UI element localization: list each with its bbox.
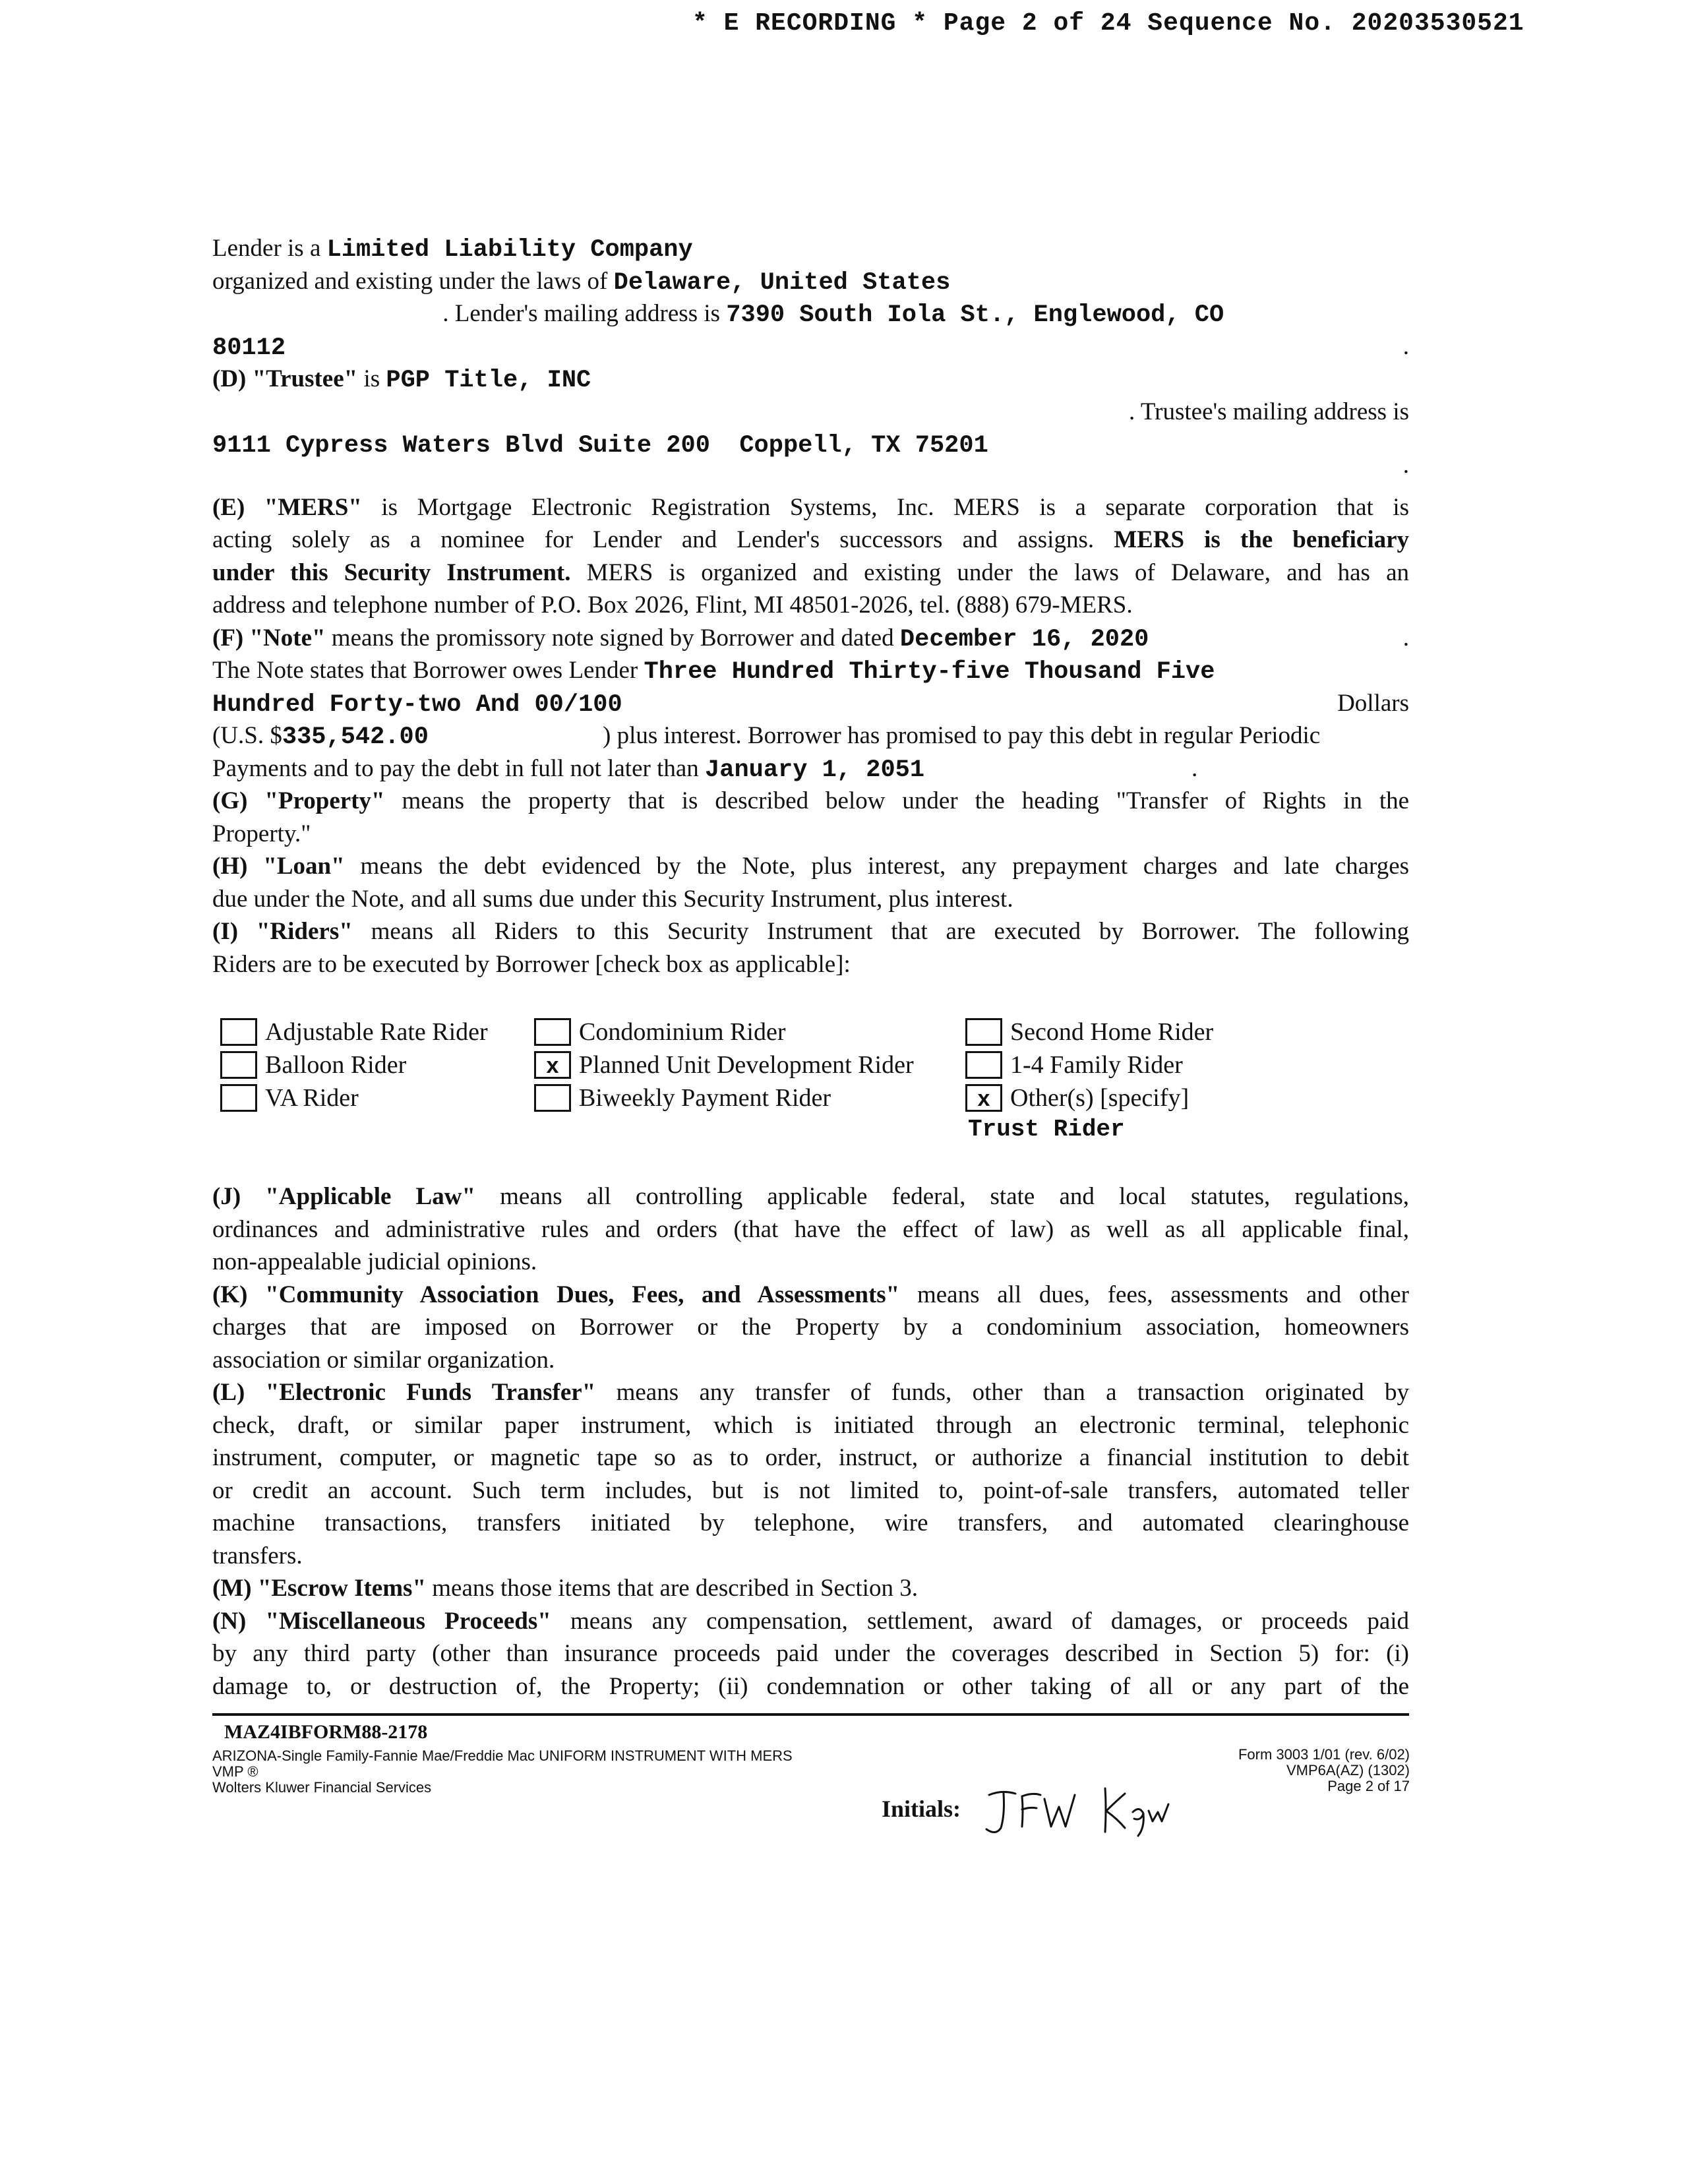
lender-address-line-2: 80112 (212, 334, 286, 362)
trustee-line-4 (212, 451, 1409, 491)
riders-label: (I) "Riders" (212, 918, 353, 945)
note-line-1-text: means the promissory note signed by Borrower and dated (331, 624, 894, 652)
rider-checklist (220, 1016, 1407, 1114)
applicable-law-line-1 (212, 1180, 1409, 1213)
lender-jurisdiction: Delaware, United States (613, 268, 951, 297)
lender-line-2 (212, 265, 1409, 298)
checkbox[interactable] (220, 1084, 257, 1112)
applicable-law-line-2-text: ordinances and administrative rules and orders (that have the effect of law) as well as all applicable final, (212, 1215, 1409, 1243)
loan-line-2 (212, 883, 1409, 916)
misc-line-2-text: by any third party (other than insurance proceeds paid under the coverages described in Section 5) for: (i) (212, 1640, 1409, 1667)
note-line-3 (212, 687, 1409, 720)
lender-line-1 (212, 232, 1409, 265)
escrow-line-1-text: means those items that are described in Section 3. (432, 1575, 918, 1602)
loan-line-1-text: means the debt evidenced by the Note, plus interest, any prepayment charges and late charges (360, 853, 1409, 880)
mers-line-2-bold: MERS is the beneficiary (1114, 526, 1409, 553)
mers-line-1-text: is Mortgage Electronic Registration Systems, Inc. MERS is a separate corporation that is (381, 493, 1409, 521)
rider-biweekly-payment[interactable] (534, 1081, 831, 1114)
mers-line-4 (212, 589, 1409, 622)
trustee-name: PGP Title, INC (386, 367, 591, 394)
trustee-line-2 (212, 396, 1409, 429)
checkbox[interactable] (534, 1084, 571, 1112)
note-line-4 (212, 719, 1409, 752)
rider-label: Second Home Rider (1010, 1018, 1214, 1046)
note-line-4-text: ) plus interest. Borrower has promised to pay this debt in regular Periodic (603, 722, 1321, 749)
note-label: (F) "Note" (212, 624, 326, 652)
escrow-line-1 (212, 1572, 1409, 1605)
mers-line-3-text: MERS is organized and existing under the laws of Delaware, and has an (586, 559, 1409, 586)
trustee-address: 9111 Cypress Waters Blvd Suite 200 Coppell, TX 75201 (212, 432, 988, 460)
note-line-2-text: The Note states that Borrower owes Lender (212, 657, 638, 684)
riders-line-1-text: means all Riders to this Security Instrument that are executed by Borrower. The following (371, 918, 1409, 945)
lender-mail-prefix: . Lender's mailing address is (442, 300, 721, 327)
lender-org-prefix: organized and existing under the laws of (212, 267, 608, 295)
rider-label: 1-4 Family Rider (1010, 1051, 1183, 1079)
rider-va[interactable] (220, 1081, 359, 1114)
footer-page-number: Page 2 of 17 (1327, 1778, 1410, 1794)
loan-line-1 (212, 850, 1409, 883)
mers-line-4-text: address and telephone number of P.O. Box 2026, Flint, MI 48501-2026, tel. (888) 679-MERS. (212, 592, 1133, 619)
other-rider-specified: Trust Rider (968, 1116, 1125, 1143)
checkbox[interactable] (534, 1018, 571, 1046)
property-line-2 (212, 818, 1409, 851)
eft-line-5 (212, 1507, 1409, 1540)
eft-line-3-text: instrument, computer, or magnetic tape so as to order, instruct, or authorize a financial institution to debit (212, 1444, 1409, 1471)
eft-label: (L) "Electronic Funds Transfer" (212, 1379, 596, 1406)
rider-1-4-family[interactable] (965, 1048, 1183, 1081)
checkbox[interactable] (220, 1018, 257, 1046)
lender-line-4 (212, 330, 1409, 363)
lender-prefix: Lender is a (212, 235, 321, 262)
eft-line-2-text: check, draft, or similar paper instrument, which is initiated through an electronic terminal, telephonic (212, 1411, 1409, 1439)
rider-adjustable-rate[interactable] (220, 1016, 488, 1048)
form-code: MAZ4IBFORM88-2178 (224, 1721, 428, 1743)
applicable-law-label: (J) "Applicable Law" (212, 1183, 475, 1210)
misc-line-1-text: means any compensation, settlement, award of damages, or proceeds paid (570, 1607, 1409, 1635)
trustee-mail-prefix: . Trustee's mailing address is (1129, 398, 1409, 425)
footer-vmp: VMP ® (212, 1763, 258, 1780)
community-line-3 (212, 1344, 1409, 1377)
community-line-1 (212, 1279, 1409, 1312)
eft-line-6-text: transfers. (212, 1542, 303, 1569)
rider-label: VA Rider (265, 1084, 359, 1112)
footer-rule (212, 1713, 1409, 1716)
note-line-1 (212, 622, 1409, 655)
applicable-law-line-3 (212, 1246, 1409, 1279)
community-line-2 (212, 1311, 1409, 1344)
trustee-line-3 (212, 428, 1409, 461)
mers-line-2 (212, 524, 1409, 557)
checkbox[interactable] (965, 1051, 1002, 1079)
riders-line-2-text: Riders are to be executed by Borrower [check box as applicable]: (212, 950, 851, 978)
note-period-2: . (1191, 754, 1198, 782)
eft-line-4-text: or credit an account. Such term includes, but is not limited to, point-of-sale transfers, automated teller (212, 1476, 1409, 1504)
misc-label: (N) "Miscellaneous Proceeds" (212, 1607, 551, 1635)
note-period: . (1402, 624, 1409, 652)
checkbox[interactable] (220, 1051, 257, 1079)
checkbox[interactable] (965, 1018, 1002, 1046)
misc-line-2 (212, 1637, 1409, 1670)
community-line-3-text: association or similar organization. (212, 1346, 555, 1374)
trustee-label: (D) "Trustee" (212, 365, 358, 392)
footer-form-number: Form 3003 1/01 (rev. 6/02) (1238, 1746, 1410, 1763)
eft-line-6 (212, 1540, 1409, 1573)
note-dollars: Dollars (1337, 689, 1409, 717)
riders-line-1 (212, 915, 1409, 948)
property-label: (G) "Property" (212, 787, 385, 814)
footer-form-title: ARIZONA-Single Family-Fannie Mae/Freddie Mac UNIFORM INSTRUMENT WITH MERS (212, 1747, 793, 1764)
note-line-5-text: Payments and to pay the debt in full not later than (212, 754, 699, 782)
rider-label: Balloon Rider (265, 1051, 407, 1079)
eft-line-4 (212, 1474, 1409, 1507)
eft-line-1-text: means any transfer of funds, other than a transaction originated by (616, 1379, 1409, 1406)
misc-line-3 (212, 1670, 1409, 1703)
eft-line-2 (212, 1409, 1409, 1442)
note-amount: 335,542.00 (282, 723, 429, 751)
trustee-is: is (363, 365, 380, 392)
mers-line-1 (212, 491, 1409, 524)
note-line-5 (212, 752, 1409, 785)
rider-planned-unit-development[interactable] (534, 1048, 914, 1081)
property-line-1 (212, 785, 1409, 818)
definitions-body-continued (212, 1180, 1409, 1703)
footer-publisher: Wolters Kluwer Financial Services (212, 1779, 432, 1796)
eft-line-1 (212, 1376, 1409, 1409)
note-amount-words-2: Hundred Forty-two And 00/100 (212, 690, 622, 719)
trustee-line-1 (212, 363, 1409, 396)
note-line-2 (212, 654, 1409, 687)
misc-line-1 (212, 1605, 1409, 1638)
rider-balloon[interactable] (220, 1048, 406, 1081)
trustee-period: . (1402, 451, 1409, 479)
note-maturity: January 1, 2051 (705, 756, 925, 784)
rider-others[interactable] (965, 1081, 1189, 1114)
eft-line-5-text: machine transactions, transfers initiated by telephone, wire transfers, and automated clearinghouse (212, 1509, 1409, 1536)
eft-line-3 (212, 1441, 1409, 1474)
lender-period: . (1402, 332, 1409, 360)
recording-header: * E RECORDING * Page 2 of 24 Sequence No. 20203530521 (692, 9, 1524, 38)
checkbox[interactable]: x (965, 1084, 1002, 1112)
definitions-body (212, 232, 1409, 981)
lender-line-3 (212, 297, 1409, 330)
mers-line-3 (212, 557, 1409, 590)
riders-line-2 (212, 948, 1409, 981)
initials-signature (976, 1775, 1174, 1841)
loan-label: (H) "Loan" (212, 853, 345, 880)
community-label: (K) "Community Association Dues, Fees, and Assessments" (212, 1281, 900, 1308)
rider-condominium[interactable] (534, 1016, 786, 1048)
mers-label: (E) "MERS" (212, 493, 362, 521)
rider-label: Biweekly Payment Rider (579, 1084, 831, 1112)
applicable-law-line-1-text: means all controlling applicable federal, state and local statutes, regulations, (500, 1183, 1409, 1210)
applicable-law-line-2 (212, 1213, 1409, 1246)
loan-line-2-text: due under the Note, and all sums due under this Security Instrument, plus interest. (212, 885, 1013, 913)
note-amount-words-1: Three Hundred Thirty-five Thousand Five (644, 658, 1215, 686)
community-line-2-text: charges that are imposed on Borrower or the Property by a condominium association, homeowners (212, 1314, 1409, 1341)
escrow-label: (M) "Escrow Items" (212, 1575, 426, 1602)
rider-label: Other(s) [specify] (1010, 1084, 1190, 1112)
mers-line-3-bold: under this Security Instrument. (212, 559, 571, 586)
property-line-2-text: Property." (212, 820, 311, 847)
applicable-law-line-3-text: non-appealable judicial opinions. (212, 1248, 537, 1275)
mers-line-2-text: acting solely as a nominee for Lender and Lender's successors and assigns. (212, 526, 1095, 553)
note-usd-prefix: (U.S. $ (212, 722, 282, 749)
initials-label: Initials: (882, 1796, 961, 1822)
lender-address-line-1: 7390 South Iola St., Englewood, CO (726, 301, 1224, 329)
lender-entity-type: Limited Liability Company (326, 236, 693, 264)
property-line-1-text: means the property that is described below under the heading "Transfer of Rights in the (402, 787, 1409, 814)
rider-label: Adjustable Rate Rider (265, 1018, 488, 1046)
footer-vmp-code: VMP6A(AZ) (1302) (1286, 1762, 1410, 1778)
misc-line-3-text: damage to, or destruction of, the Property; (ii) condemnation or other taking of all or any part of the (212, 1672, 1409, 1700)
community-line-1-text: means all dues, fees, assessments and other (917, 1281, 1409, 1308)
rider-second-home[interactable] (965, 1016, 1213, 1048)
checkbox[interactable]: x (534, 1051, 571, 1079)
note-date: December 16, 2020 (899, 625, 1149, 653)
rider-label: Planned Unit Development Rider (579, 1051, 914, 1079)
rider-label: Condominium Rider (579, 1018, 786, 1046)
